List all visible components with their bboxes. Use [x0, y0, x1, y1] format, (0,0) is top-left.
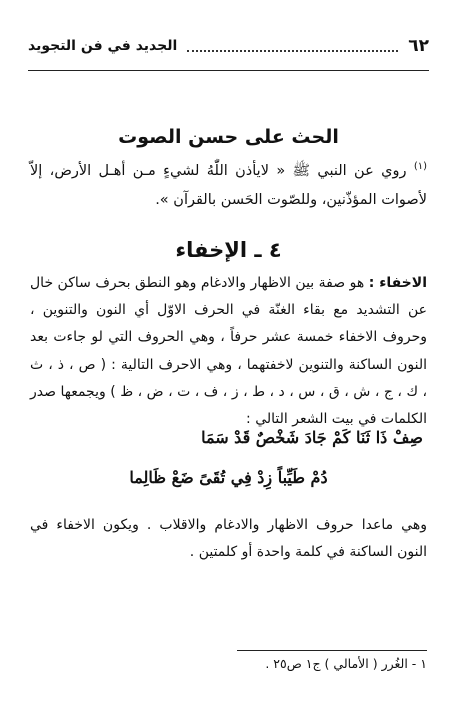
verse-line-1: صِفْ ذَا ثَنَا كَمْ جَادَ شَخْصٌ قَدْ سَمَا [201, 428, 423, 447]
paragraph-1-text: هو صفة بين الاظهار والادغام وهو النطق بحرف ساكن خال عن التشديد مع بقاء الغنّة في الحرف الاوّل أي النون والتنوين ، وحروف الاخفاء خمسة عشر حرفاً ، وهي الحروف التي لو جاءت بعد النون الساكنة والتنوين لاخفتهما ، وهي الاحرف التالية : ( ص ، ذ ، ث ، ك ، ج ، ش ، ق ، س ، د ، ط ، ز ، ف ، ت ، ض ، ظ ) ويجمعها صدر الكلمات في بيت الشعر التالي : [30, 275, 427, 428]
verse-line-2: دُمْ طَيِّباً زِدْ فِي تُقَىً ضَعْ ظَالِما [129, 468, 328, 487]
footnote: ١ - الغُرر ( الأمالي ) ج١ ص٢٥ . [265, 656, 427, 671]
leader-dots [187, 40, 398, 52]
topic-paragraph-2: وهي ماعدا حروف الاظهار والادغام والاقلاب . ويكون الاخفاء في النون الساكنة في كلمة واحدة أو كلمتين . [30, 517, 427, 560]
defined-term: الاخفاء : [368, 275, 427, 291]
footnote-marker: (١) [413, 161, 427, 172]
section-title: الحث على حسن الصوت [118, 126, 339, 148]
book-title: الجديد في فن التجويد [28, 38, 178, 54]
hadith-paragraph [30, 152, 427, 215]
page-number: ٦٢ [408, 36, 429, 56]
header-rule [28, 70, 429, 71]
hadith-text: روي عن النبي ﷺ « لايأذن اللّٰهُ لشيءٍ مـن أهـل الأرض، إلاّ لأصوات المؤذّنين، وللصّوت الحَسن بالقرآن ». [30, 162, 427, 208]
topic-heading: ٤ ـ الإخفاء [175, 238, 282, 262]
running-header [28, 34, 429, 58]
footnote-rule [237, 650, 427, 651]
topic-paragraph-1 [30, 270, 427, 433]
